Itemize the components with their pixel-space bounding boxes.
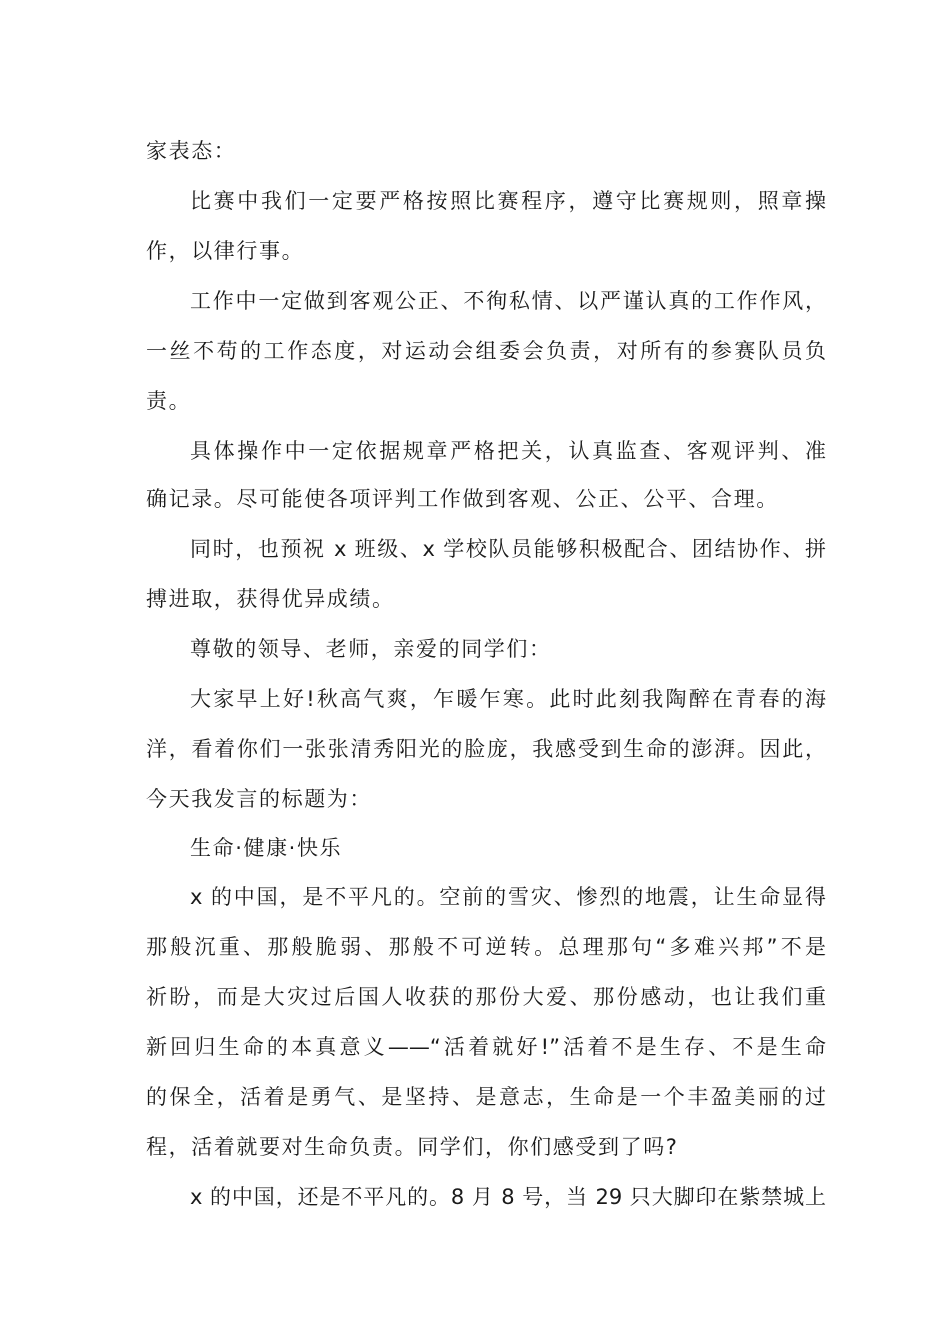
- text-line: 程，活着就要对生命负责。同学们，你们感受到了吗?: [146, 1135, 679, 1159]
- text-line: 一丝不苟的工作态度，对运动会组委会负责，对所有的参赛队员负: [146, 339, 826, 363]
- text-line: 家表态：: [146, 139, 237, 163]
- text-line: 今天我发言的标题为：: [146, 787, 372, 811]
- text-line: 工作中一定做到客观公正、不徇私情、以严谨认真的工作作风，: [190, 289, 826, 313]
- text-line: 比赛中我们一定要严格按照比赛程序，遵守比赛规则，照章操: [190, 189, 826, 213]
- text-line: 搏进取，获得优异成绩。: [146, 587, 395, 611]
- text-line: 的保全，活着是勇气、是坚持、是意志，生命是一个丰盈美丽的过: [146, 1085, 826, 1109]
- section-title: 生命·健康·快乐: [190, 836, 343, 860]
- text-line: 新回归生命的本真意义——“活着就好!”活着不是生存、不是生命: [146, 1035, 826, 1059]
- text-line: 责。: [146, 389, 192, 413]
- text-line: 确记录。尽可能使各项评判工作做到客观、公正、公平、合理。: [146, 487, 779, 511]
- text-line: 作，以律行事。: [146, 239, 305, 263]
- text-line: x 的中国，还是不平凡的。8 月 8 号，当 29 只大脚印在紫禁城上: [190, 1185, 826, 1209]
- text-line: x 的中国，是不平凡的。空前的雪灾、惨烈的地震，让生命显得: [190, 885, 826, 909]
- text-line: 具体操作中一定依据规章严格把关，认真监查、客观评判、准: [190, 439, 826, 463]
- text-line: 洋，看着你们一张张清秀阳光的脸庞，我感受到生命的澎湃。因此，: [146, 737, 826, 761]
- text-line: 大家早上好!秋高气爽，乍暖乍寒。此时此刻我陶醉在青春的海: [190, 687, 826, 711]
- text-line: 祈盼，而是大灾过后国人收获的那份大爱、那份感动，也让我们重: [146, 985, 826, 1009]
- text-line: 同时，也预祝 x 班级、x 学校队员能够积极配合、团结协作、拼: [190, 537, 826, 561]
- text-line: 那般沉重、那般脆弱、那般不可逆转。总理那句“多难兴邦”不是: [146, 935, 826, 959]
- text-line: 尊敬的领导、老师，亲爱的同学们：: [190, 637, 552, 661]
